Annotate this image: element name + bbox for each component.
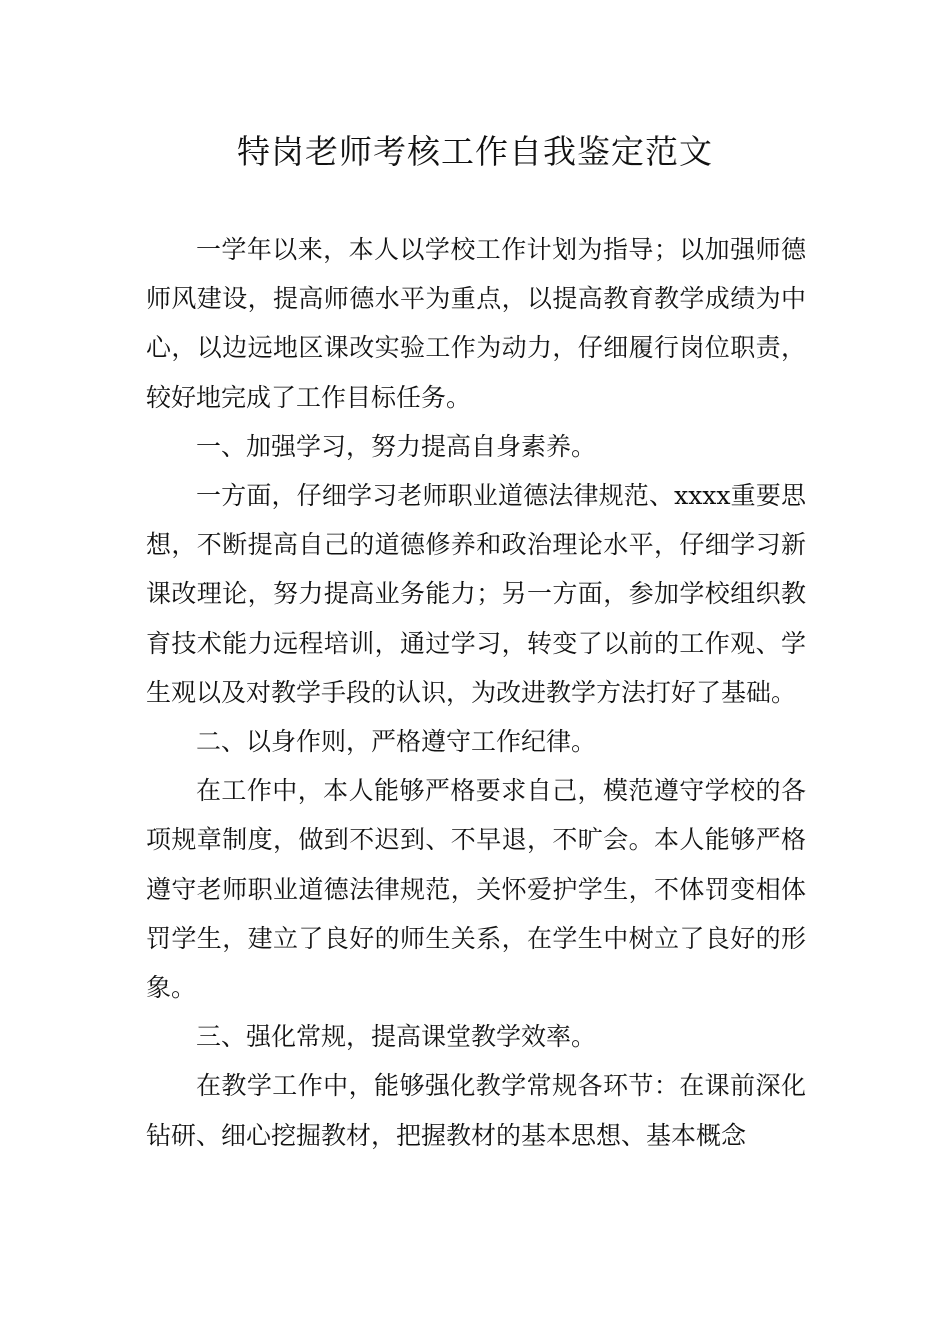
- section-heading-2: 二、以身作则，严格遵守工作纪律。: [196, 727, 597, 757]
- document-body: [146, 225, 806, 1160]
- section-heading-1: 一、加强学习，努力提高自身素养。: [196, 431, 597, 461]
- paragraph-section-2: 在工作中，本人能够严格要求自己，模范遵守学校的各项规章制度，做到不迟到、不早退，不旷会。本人能够严格遵守老师职业道德法律规范，关怀爱护学生，不体罚变相体罚学生，建立了良好的师生关系，在学生中树立了良好的形象。: [146, 776, 806, 1003]
- paragraph-section-3: 在教学工作中，能够强化教学常规各环节：在课前深化钻研、细心挖掘教材，把握教材的基本思想、基本概念: [146, 1071, 806, 1150]
- document-title: 特岗老师考核工作自我鉴定范文: [237, 132, 713, 171]
- paragraph-section-1: 一方面，仔细学习老师职业道德法律规范、xxxx重要思想，不断提高自己的道德修养和政治理论水平，仔细学习新课改理论，努力提高业务能力；另一方面，参加学校组织教育技术能力远程培训，通过学习，转变了以前的工作观、学生观以及对教学手段的认识，为改进教学方法打好了基础。: [146, 481, 806, 707]
- paragraph-intro: 一学年以来，本人以学校工作计划为指导；以加强师德师风建设，提高师德水平为重点，以提高教育教学成绩为中心，以边远地区课改实验工作为动力，仔细履行岗位职责，较好地完成了工作目标任务。: [146, 235, 806, 412]
- section-heading-3: 三、强化常规，提高课堂教学效率。: [196, 1022, 597, 1052]
